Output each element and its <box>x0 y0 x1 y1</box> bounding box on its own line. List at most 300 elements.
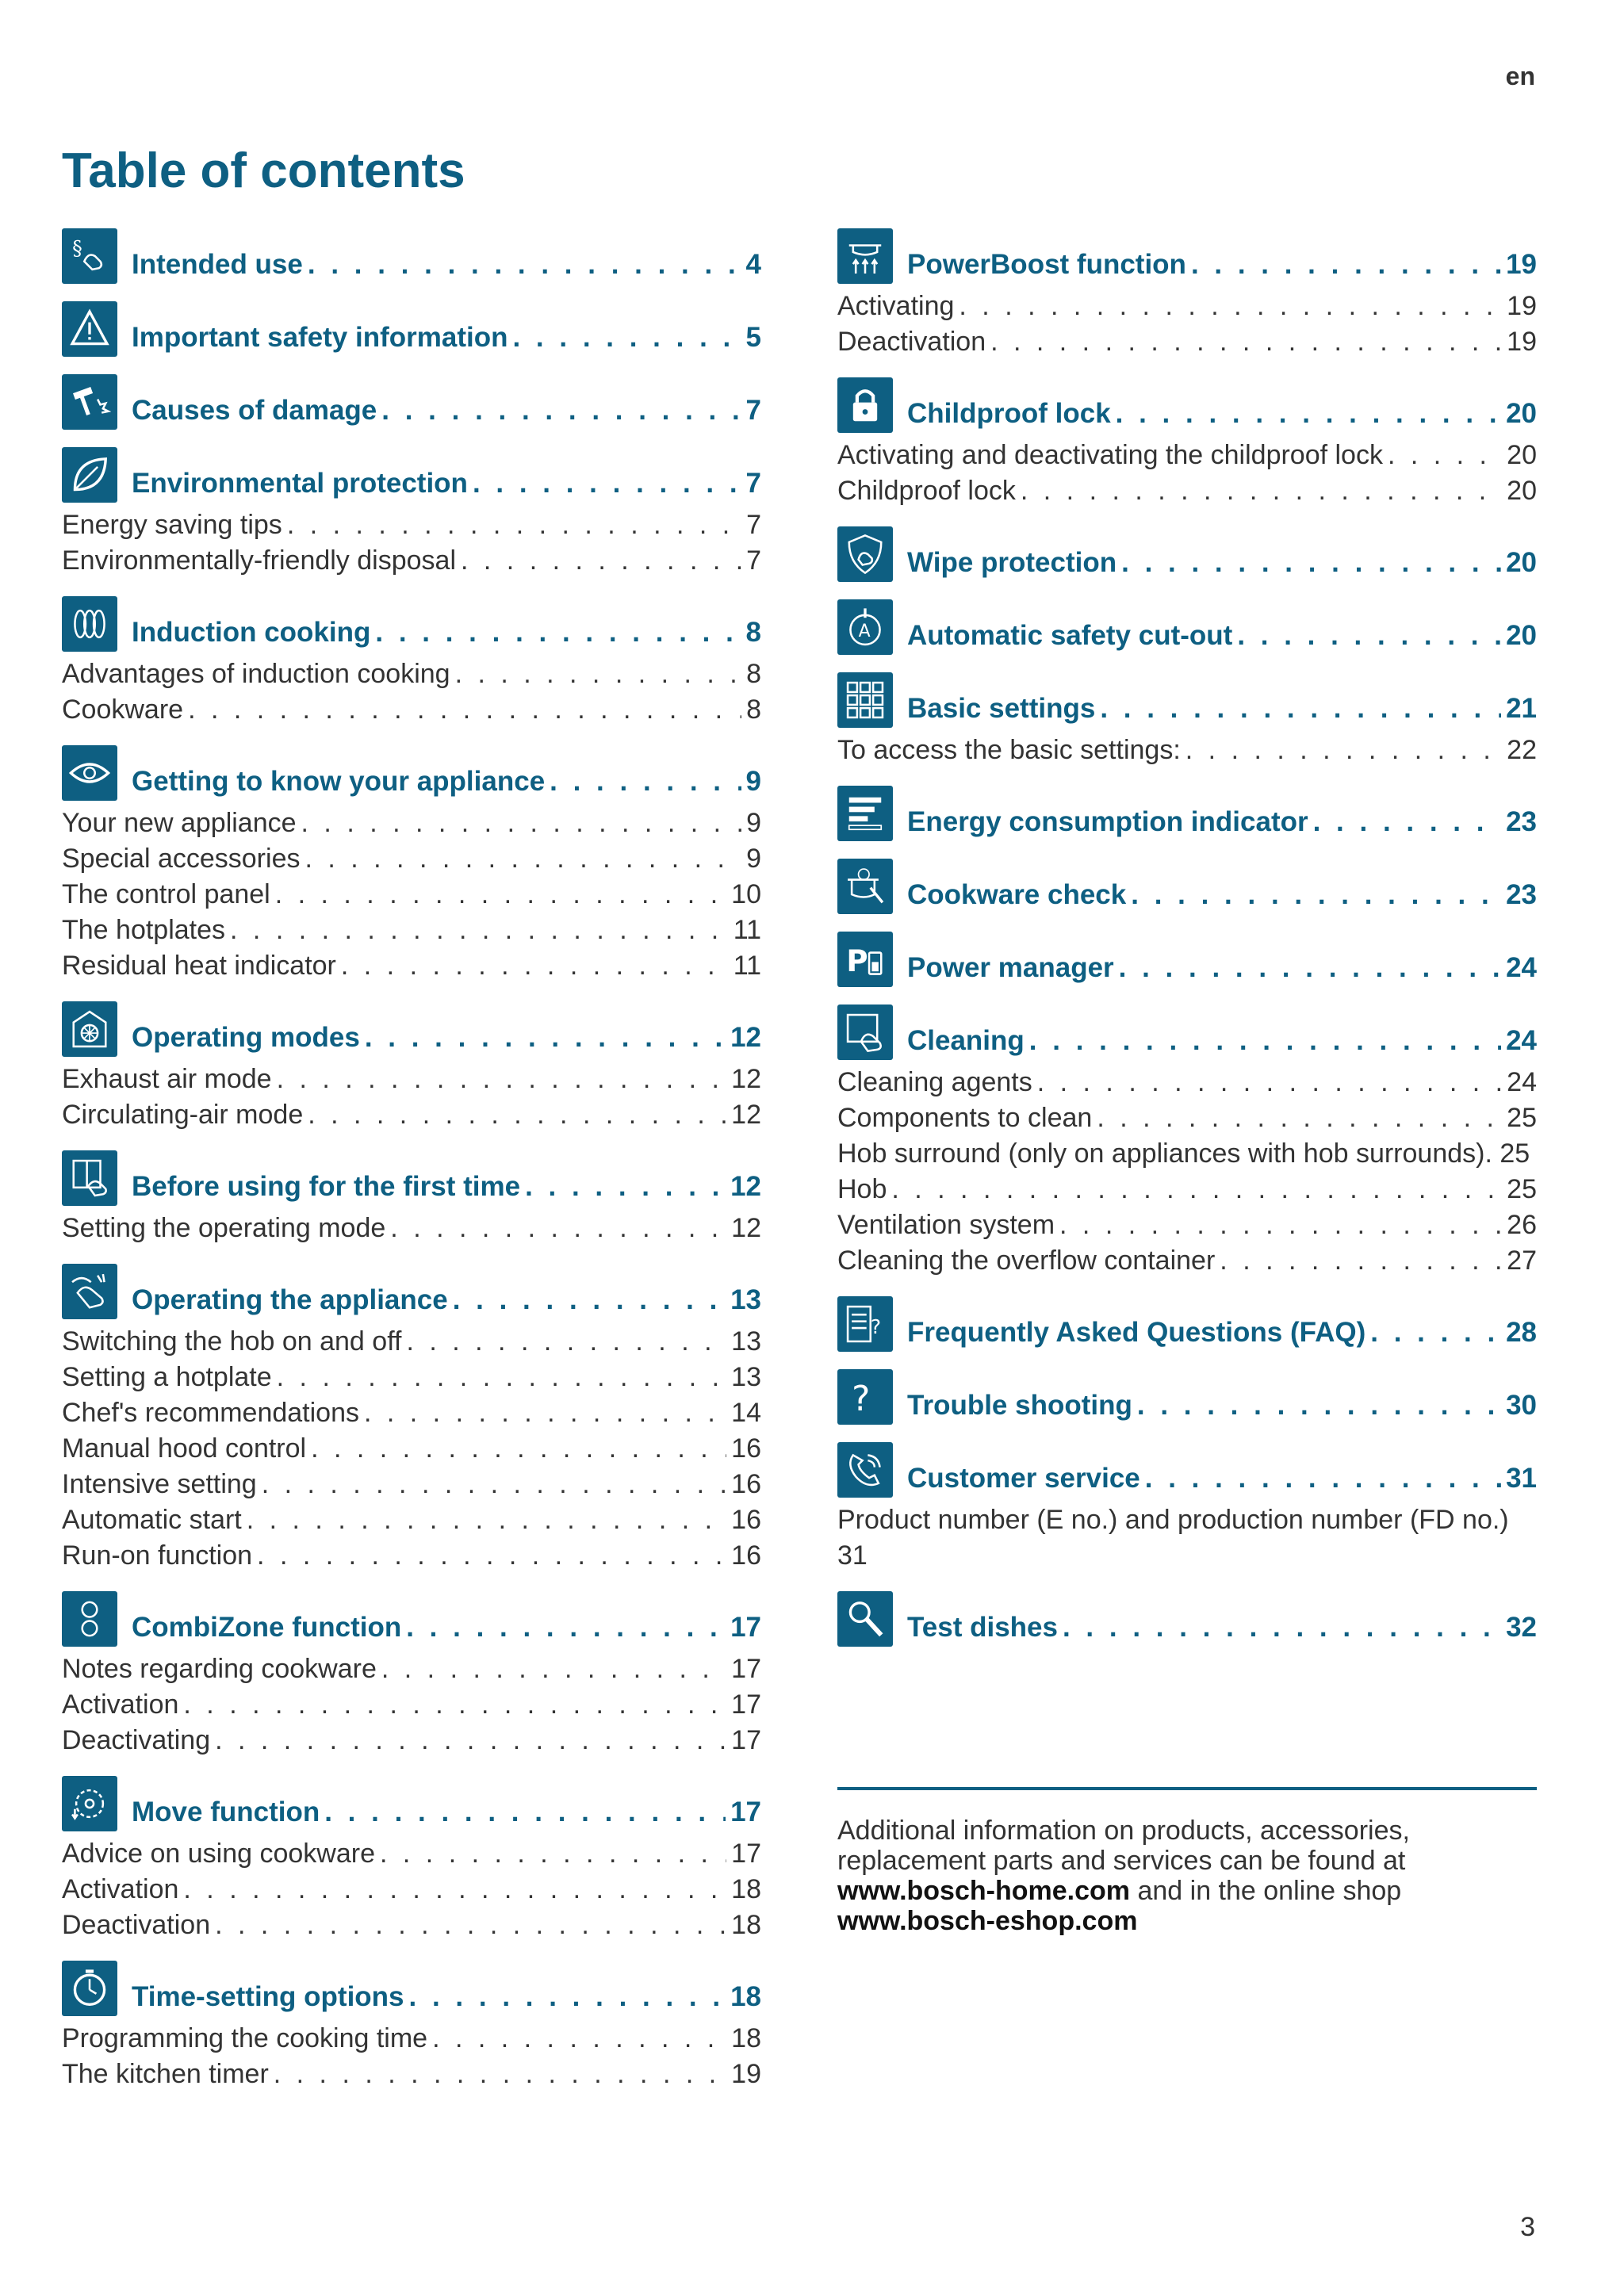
toc-subentry[interactable] <box>62 1097 761 1133</box>
toc-subentry-title: Switching the hob on and off <box>62 1326 402 1357</box>
dot-leader <box>461 543 741 579</box>
toc-subentry-page: 25 <box>1507 1103 1537 1133</box>
toc-subentry-title: Activation <box>62 1689 179 1720</box>
toc-subentry[interactable] <box>62 2057 761 2092</box>
dot-leader <box>1191 249 1501 281</box>
toc-entry-combizone-function[interactable] <box>62 1591 761 1647</box>
toc-entry-heading <box>132 468 761 503</box>
toc-subentries <box>837 1065 1537 1279</box>
toc-entry-title: Operating the appliance <box>132 1284 448 1315</box>
toc-entry-page: 4 <box>745 249 761 280</box>
lock-icon <box>837 377 893 433</box>
toc-entry-title: Important safety information <box>132 322 508 353</box>
toc-subentry[interactable] <box>62 806 761 841</box>
toc-entry-time-setting-options[interactable] <box>62 1961 761 2016</box>
dot-leader <box>381 1651 726 1687</box>
toc-entry-title: Customer service <box>907 1463 1140 1494</box>
energy-bars-icon <box>837 786 893 841</box>
toc-entry-title: Cleaning <box>907 1025 1025 1056</box>
dot-leader <box>1185 733 1502 768</box>
toc-subentry-title: Setting a hotplate <box>62 1362 272 1392</box>
dot-leader <box>406 1324 726 1360</box>
toc-subentry-page: 26 <box>1507 1210 1537 1240</box>
dot-leader <box>380 1836 726 1872</box>
toc-section-induction-cooking <box>62 596 761 728</box>
toc-subentries <box>62 507 761 579</box>
toc-entry-title: Frequently Asked Questions (FAQ) <box>907 1317 1366 1348</box>
toc-subentry[interactable] <box>62 841 761 877</box>
toc-subentry[interactable] <box>62 1062 761 1097</box>
toc-subentry-page: 17 <box>731 1725 761 1755</box>
toc-subentry-title: Hob surround (only on appliances with hob surrounds). <box>837 1138 1492 1169</box>
info-text: Additional information on products, accessories, replacement parts and services can be found at <box>837 1816 1410 1876</box>
dot-leader <box>230 913 729 948</box>
dot-leader <box>262 1467 726 1502</box>
toc-entry-page: 20 <box>1506 547 1537 578</box>
toc-subentries <box>837 438 1537 509</box>
toc-entry-heading <box>132 617 761 652</box>
toc-subentry-page: 12 <box>731 1064 761 1094</box>
dot-leader <box>1145 1463 1501 1494</box>
toc-subentry-title: Run-on function <box>62 1540 253 1571</box>
toc-entry-operating-the-appliance[interactable] <box>62 1264 761 1319</box>
toc-subentry-title: Residual heat indicator <box>62 951 336 981</box>
dot-leader <box>215 1723 726 1758</box>
toc-entry-heading <box>132 1284 761 1319</box>
toc-subentry-title: Environmentally-friendly disposal <box>62 545 457 576</box>
toc-subentry[interactable] <box>62 1467 761 1502</box>
toc-section-automatic-safety-cut-out <box>837 599 1537 655</box>
toc-subentry[interactable] <box>837 733 1537 768</box>
toc-subentry[interactable] <box>837 324 1537 360</box>
dot-leader <box>406 1612 726 1644</box>
toc-subentry-title: Programming the cooking time <box>62 2023 428 2053</box>
dot-leader <box>550 766 741 798</box>
first-use-icon <box>62 1150 117 1206</box>
toc-entry-operating-modes[interactable] <box>62 1001 761 1057</box>
toc-subentry-page: 16 <box>731 1505 761 1535</box>
toc-subentry-title: Childproof lock <box>837 476 1016 506</box>
fan-mode-icon <box>62 1001 117 1057</box>
toc-entry-page: 8 <box>745 617 761 648</box>
toc-entry-title: Test dishes <box>907 1612 1058 1643</box>
toc-subentry-page: 8 <box>746 659 761 689</box>
page-title: Table of contents <box>62 144 465 198</box>
dot-leader <box>1220 1243 1502 1279</box>
toc-entry-page: 20 <box>1506 398 1537 429</box>
toc-entry-title: Time-setting options <box>132 1981 404 2012</box>
toc-entry-page: 24 <box>1506 952 1537 983</box>
toc-entry-childproof-lock[interactable] <box>837 377 1537 433</box>
svg-text:§: § <box>72 236 82 260</box>
toc-entry-heading <box>132 1022 761 1057</box>
toc-right-column <box>837 228 1537 1664</box>
toc-entry-frequently-asked-questions-faq[interactable] <box>837 1296 1537 1352</box>
toc-entry-automatic-safety-cut-out[interactable] <box>837 599 1537 655</box>
toc-subentry-page: 11 <box>733 915 761 945</box>
grid-settings-icon <box>837 672 893 728</box>
toc-subentry[interactable] <box>62 1836 761 1872</box>
toc-entry-heading <box>907 806 1537 841</box>
dot-leader <box>183 1872 726 1908</box>
combizone-icon <box>62 1591 117 1647</box>
warning-icon <box>62 301 117 357</box>
toc-section-childproof-lock <box>837 377 1537 509</box>
toc-section-basic-settings <box>837 672 1537 768</box>
svg-text:P: P <box>846 944 868 979</box>
toc-entry-page: 24 <box>1506 1025 1537 1056</box>
toc-entry-page: 17 <box>730 1797 761 1827</box>
toc-subentry[interactable] <box>62 543 761 579</box>
toc-subentry-page: 12 <box>731 1100 761 1130</box>
toc-entry-customer-service[interactable] <box>837 1442 1537 1498</box>
dot-leader <box>381 395 741 427</box>
toc-entry-page: 5 <box>745 322 761 353</box>
toc-subentry-page: 18 <box>731 2023 761 2053</box>
toc-subentry-page: 19 <box>731 2059 761 2089</box>
dot-leader <box>1097 1100 1502 1136</box>
toc-section-powerboost-function <box>837 228 1537 360</box>
toc-entry-move-function[interactable] <box>62 1776 761 1831</box>
dot-leader <box>341 948 729 984</box>
toc-entry-cleaning[interactable] <box>837 1004 1537 1060</box>
dot-leader <box>304 841 741 877</box>
toc-section-customer-service <box>837 1442 1537 1574</box>
toc-subentry-page: 22 <box>1507 735 1537 765</box>
toc-entry-heading <box>132 395 761 430</box>
toc-entry-induction-cooking[interactable] <box>62 596 761 652</box>
toc-subentry[interactable] <box>837 1100 1537 1136</box>
toc-section-important-safety-information <box>62 301 761 357</box>
dot-leader <box>1121 547 1501 579</box>
toc-entry-title: Energy consumption indicator <box>907 806 1308 837</box>
dot-leader <box>1137 1390 1501 1422</box>
toc-subentry-title: Advice on using cookware <box>62 1839 376 1869</box>
toc-subentries <box>837 1502 1537 1574</box>
toc-subentry-page: 18 <box>731 1874 761 1904</box>
toc-subentry-title: Cleaning the overflow container <box>837 1246 1216 1276</box>
toc-entry-title: Causes of damage <box>132 395 377 426</box>
dot-leader <box>375 617 741 649</box>
toc-subentry-page: 7 <box>746 545 761 576</box>
toc-subentry[interactable] <box>62 948 761 984</box>
dot-leader <box>1116 398 1501 430</box>
toc-subentry-title: Advantages of induction cooking <box>62 659 450 689</box>
toc-subentry-title: Exhaust air mode <box>62 1064 272 1094</box>
bosch-eshop-link[interactable]: www.bosch-eshop.com <box>837 1906 1138 1936</box>
toc-subentries <box>62 1324 761 1574</box>
toc-entry-title: Induction cooking <box>132 617 371 648</box>
toc-subentry-title: The control panel <box>62 879 270 909</box>
dot-leader <box>1059 1207 1502 1243</box>
dot-leader <box>324 1797 726 1828</box>
toc-subentry-title: Manual hood control <box>62 1433 307 1464</box>
toc-entry-page: 19 <box>1506 249 1537 280</box>
magnifier-icon <box>837 1591 893 1647</box>
toc-subentry[interactable] <box>62 2021 761 2057</box>
toc-subentry-title: Deactivating <box>62 1725 211 1755</box>
dot-leader <box>277 1062 727 1097</box>
dot-leader <box>959 289 1502 324</box>
toc-subentry[interactable] <box>62 1502 761 1538</box>
dot-leader <box>1021 473 1502 509</box>
toc-subentry-page: 8 <box>746 695 761 725</box>
toc-entry-heading <box>132 249 761 284</box>
toc-entry-energy-consumption-indicator[interactable] <box>837 786 1537 841</box>
toc-section-cookware-check <box>837 859 1537 914</box>
toc-subentry[interactable] <box>62 507 761 543</box>
dot-leader <box>1388 438 1502 473</box>
toc-entry-page: 13 <box>730 1284 761 1315</box>
toc-entry-heading <box>907 620 1537 655</box>
toc-subentry-page: 11 <box>733 951 761 981</box>
toc-entry-title: Operating modes <box>132 1022 360 1053</box>
dot-leader <box>301 806 742 841</box>
cleaning-icon <box>837 1004 893 1060</box>
toc-subentry[interactable] <box>62 692 761 728</box>
toc-entry-heading <box>907 1612 1537 1647</box>
info-mid-text: and in the online shop <box>1137 1876 1402 1906</box>
toc-subentry-page: 18 <box>731 1910 761 1940</box>
toc-subentry[interactable] <box>837 438 1537 473</box>
toc-entry-title: Trouble shooting <box>907 1390 1132 1421</box>
toc-entry-page: 9 <box>745 766 761 797</box>
dot-leader <box>891 1172 1502 1207</box>
dot-leader <box>275 877 726 913</box>
toc-entry-heading <box>132 1797 761 1831</box>
bosch-home-link[interactable]: www.bosch-home.com <box>837 1876 1131 1906</box>
toc-section-causes-of-damage <box>62 374 761 430</box>
toc-subentry-page: 20 <box>1507 440 1537 470</box>
dot-leader <box>1237 620 1501 652</box>
toc-subentry-page: 24 <box>1507 1067 1537 1097</box>
toc-left-column <box>62 228 761 2110</box>
toc-entry-wipe-protection[interactable] <box>837 526 1537 582</box>
section-hand-icon <box>62 228 117 284</box>
toc-section-environmental-protection <box>62 447 761 579</box>
toc-section-operating-modes <box>62 1001 761 1133</box>
dot-leader <box>390 1211 726 1246</box>
toc-subentry[interactable] <box>837 1172 1537 1207</box>
dot-leader <box>1313 806 1501 838</box>
page-number: 3 <box>1520 2212 1535 2242</box>
toc-subentry-page: 25 <box>1507 1174 1537 1204</box>
toc-subentries <box>837 733 1537 768</box>
toc-section-intended-use <box>62 228 761 284</box>
toc-subentry-title: Special accessories <box>62 844 301 874</box>
toc-entry-intended-use[interactable] <box>62 228 761 284</box>
toc-entry-page: 12 <box>730 1171 761 1202</box>
toc-subentries <box>62 1211 761 1246</box>
toc-subentry-title: The kitchen timer <box>62 2059 269 2089</box>
toc-subentry-title: Automatic start <box>62 1505 242 1535</box>
toc-subentry-title: Energy saving tips <box>62 510 282 540</box>
dot-leader <box>1119 952 1501 984</box>
dot-leader <box>287 507 741 543</box>
toc-subentry-page: 14 <box>731 1398 761 1428</box>
toc-entry-heading <box>907 1025 1537 1060</box>
toc-subentry[interactable] <box>837 1502 1537 1574</box>
toc-entry-title: Power manager <box>907 952 1114 983</box>
toc-entry-important-safety-information[interactable] <box>62 301 761 357</box>
toc-subentry-title: To access the basic settings: <box>837 735 1181 765</box>
dot-leader <box>311 1431 726 1467</box>
toc-entry-title: Cookware check <box>907 879 1127 910</box>
toc-subentry-page: 9 <box>746 844 761 874</box>
toc-entry-basic-settings[interactable] <box>837 672 1537 728</box>
toc-entry-title: Childproof lock <box>907 398 1111 429</box>
toc-entry-page: 30 <box>1506 1390 1537 1421</box>
toc-entry-page: 7 <box>745 468 761 499</box>
toc-subentry-page: 31 <box>837 1540 868 1571</box>
toc-subentry[interactable] <box>62 1360 761 1395</box>
toc-entry-heading <box>132 1612 761 1647</box>
toc-entry-title: CombiZone function <box>132 1612 402 1643</box>
toc-subentry-page: 20 <box>1507 476 1537 506</box>
toc-subentry-page: 19 <box>1507 291 1537 321</box>
toc-entry-powerboost-function[interactable] <box>837 228 1537 284</box>
toc-subentry[interactable] <box>62 1908 761 1943</box>
toc-subentries <box>62 1062 761 1133</box>
toc-subentry[interactable] <box>62 1723 761 1758</box>
toc-section-operating-the-appliance <box>62 1264 761 1574</box>
toc-subentry[interactable] <box>62 1211 761 1246</box>
toc-entry-power-manager[interactable] <box>837 932 1537 987</box>
toc-subentry[interactable] <box>62 877 761 913</box>
toc-entry-title: Move function <box>132 1797 320 1827</box>
toc-section-combizone-function <box>62 1591 761 1758</box>
leaf-icon <box>62 447 117 503</box>
faq-icon <box>837 1296 893 1352</box>
toc-subentry[interactable] <box>837 289 1537 324</box>
dot-leader <box>308 249 741 281</box>
toc-subentries <box>837 289 1537 360</box>
toc-subentry-title: Setting the operating mode <box>62 1213 386 1243</box>
toc-subentry-title: Activating <box>837 291 955 321</box>
toc-section-cleaning <box>837 1004 1537 1279</box>
dot-leader <box>257 1538 726 1574</box>
toc-entry-page: 12 <box>730 1022 761 1053</box>
toc-subentry[interactable] <box>62 1395 761 1431</box>
toc-subentry-title: Activating and deactivating the childproof lock <box>837 440 1383 470</box>
toc-section-getting-to-know-your-appliance <box>62 745 761 984</box>
toc-entry-cookware-check[interactable] <box>837 859 1537 914</box>
toc-section-power-manager <box>837 932 1537 987</box>
toc-entry-trouble-shooting[interactable] <box>837 1369 1537 1425</box>
toc-subentry-page: 17 <box>731 1689 761 1720</box>
dot-leader <box>990 324 1502 360</box>
toc-subentry[interactable] <box>837 1065 1537 1100</box>
toc-entry-causes-of-damage[interactable] <box>62 374 761 430</box>
toc-subentry-page: 27 <box>1507 1246 1537 1276</box>
toc-subentry[interactable] <box>62 1651 761 1687</box>
dot-leader <box>1370 1317 1501 1349</box>
toc-section-wipe-protection <box>837 526 1537 582</box>
toc-subentry-page: 10 <box>731 879 761 909</box>
toc-subentry-title: Chef's recommendations <box>62 1398 359 1428</box>
toc-entry-heading <box>132 1171 761 1206</box>
toc-entry-title: Before using for the first time <box>132 1171 521 1202</box>
toc-subentry[interactable] <box>62 656 761 692</box>
toc-subentry-title: Activation <box>62 1874 179 1904</box>
dot-leader <box>274 2057 726 2092</box>
toc-entry-page: 28 <box>1506 1317 1537 1348</box>
toc-subentry[interactable] <box>837 1243 1537 1279</box>
toc-subentry[interactable] <box>62 1687 761 1723</box>
dot-leader <box>1131 879 1501 911</box>
toc-section-test-dishes <box>837 1591 1537 1647</box>
toc-entry-heading <box>907 693 1537 728</box>
toc-subentry-page: 13 <box>731 1326 761 1357</box>
toc-entry-test-dishes[interactable] <box>837 1591 1537 1647</box>
toc-entry-before-using-for-the-first-time[interactable] <box>62 1150 761 1206</box>
toc-subentry[interactable] <box>837 1207 1537 1243</box>
toc-entry-heading <box>132 766 761 801</box>
toc-subentry-title: The hotplates <box>62 915 226 945</box>
power-manager-icon <box>837 932 893 987</box>
toc-entry-title: Intended use <box>132 249 303 280</box>
toc-subentry[interactable] <box>837 473 1537 509</box>
toc-entry-getting-to-know-your-appliance[interactable] <box>62 745 761 801</box>
svg-text:?: ? <box>870 1314 882 1338</box>
toc-entry-heading <box>907 1317 1537 1352</box>
toc-subentry-title: Deactivation <box>837 327 986 357</box>
toc-entry-page: 23 <box>1506 879 1537 910</box>
toc-entry-heading <box>907 249 1537 284</box>
toc-entry-title: PowerBoost function <box>907 249 1186 280</box>
toc-subentry-title: Your new appliance <box>62 808 297 838</box>
toc-subentry-page: 19 <box>1507 327 1537 357</box>
toc-entry-page: 23 <box>1506 806 1537 837</box>
dot-leader <box>1100 693 1501 725</box>
dot-leader <box>365 1022 726 1054</box>
dot-leader <box>277 1360 727 1395</box>
toc-entry-heading <box>132 1981 761 2016</box>
dot-leader <box>215 1908 726 1943</box>
toc-subentries <box>62 656 761 728</box>
timer-icon <box>62 1961 117 2016</box>
toc-subentry[interactable] <box>62 1324 761 1360</box>
toc-subentry[interactable] <box>62 913 761 948</box>
toc-entry-environmental-protection[interactable] <box>62 447 761 503</box>
toc-entry-heading <box>907 952 1537 987</box>
cookware-check-icon <box>837 859 893 914</box>
powerboost-icon <box>837 228 893 284</box>
toc-subentries <box>62 2021 761 2092</box>
svg-text:?: ? <box>852 1378 871 1418</box>
toc-entry-heading <box>907 547 1537 582</box>
dot-leader <box>455 656 742 692</box>
dot-leader <box>473 468 741 499</box>
toc-section-frequently-asked-questions-faq <box>837 1296 1537 1352</box>
dot-leader <box>409 1981 726 2013</box>
toc-subentry-title: Notes regarding cookware <box>62 1654 377 1684</box>
toc-subentry[interactable] <box>62 1872 761 1908</box>
additional-info <box>837 1816 1537 1936</box>
toc-entry-page: 17 <box>730 1612 761 1643</box>
toc-section-before-using-for-the-first-time <box>62 1150 761 1246</box>
toc-subentries <box>62 1836 761 1943</box>
toc-subentry-page: 16 <box>731 1433 761 1464</box>
toc-subentry[interactable] <box>837 1136 1537 1172</box>
toc-subentry-page: 25 <box>1500 1138 1530 1169</box>
toc-subentry[interactable] <box>62 1538 761 1574</box>
toc-subentries <box>62 806 761 984</box>
toc-subentry[interactable] <box>62 1431 761 1467</box>
toc-section-move-function <box>62 1776 761 1943</box>
toc-subentry-page: 16 <box>731 1540 761 1571</box>
language-code: en <box>1505 62 1535 90</box>
